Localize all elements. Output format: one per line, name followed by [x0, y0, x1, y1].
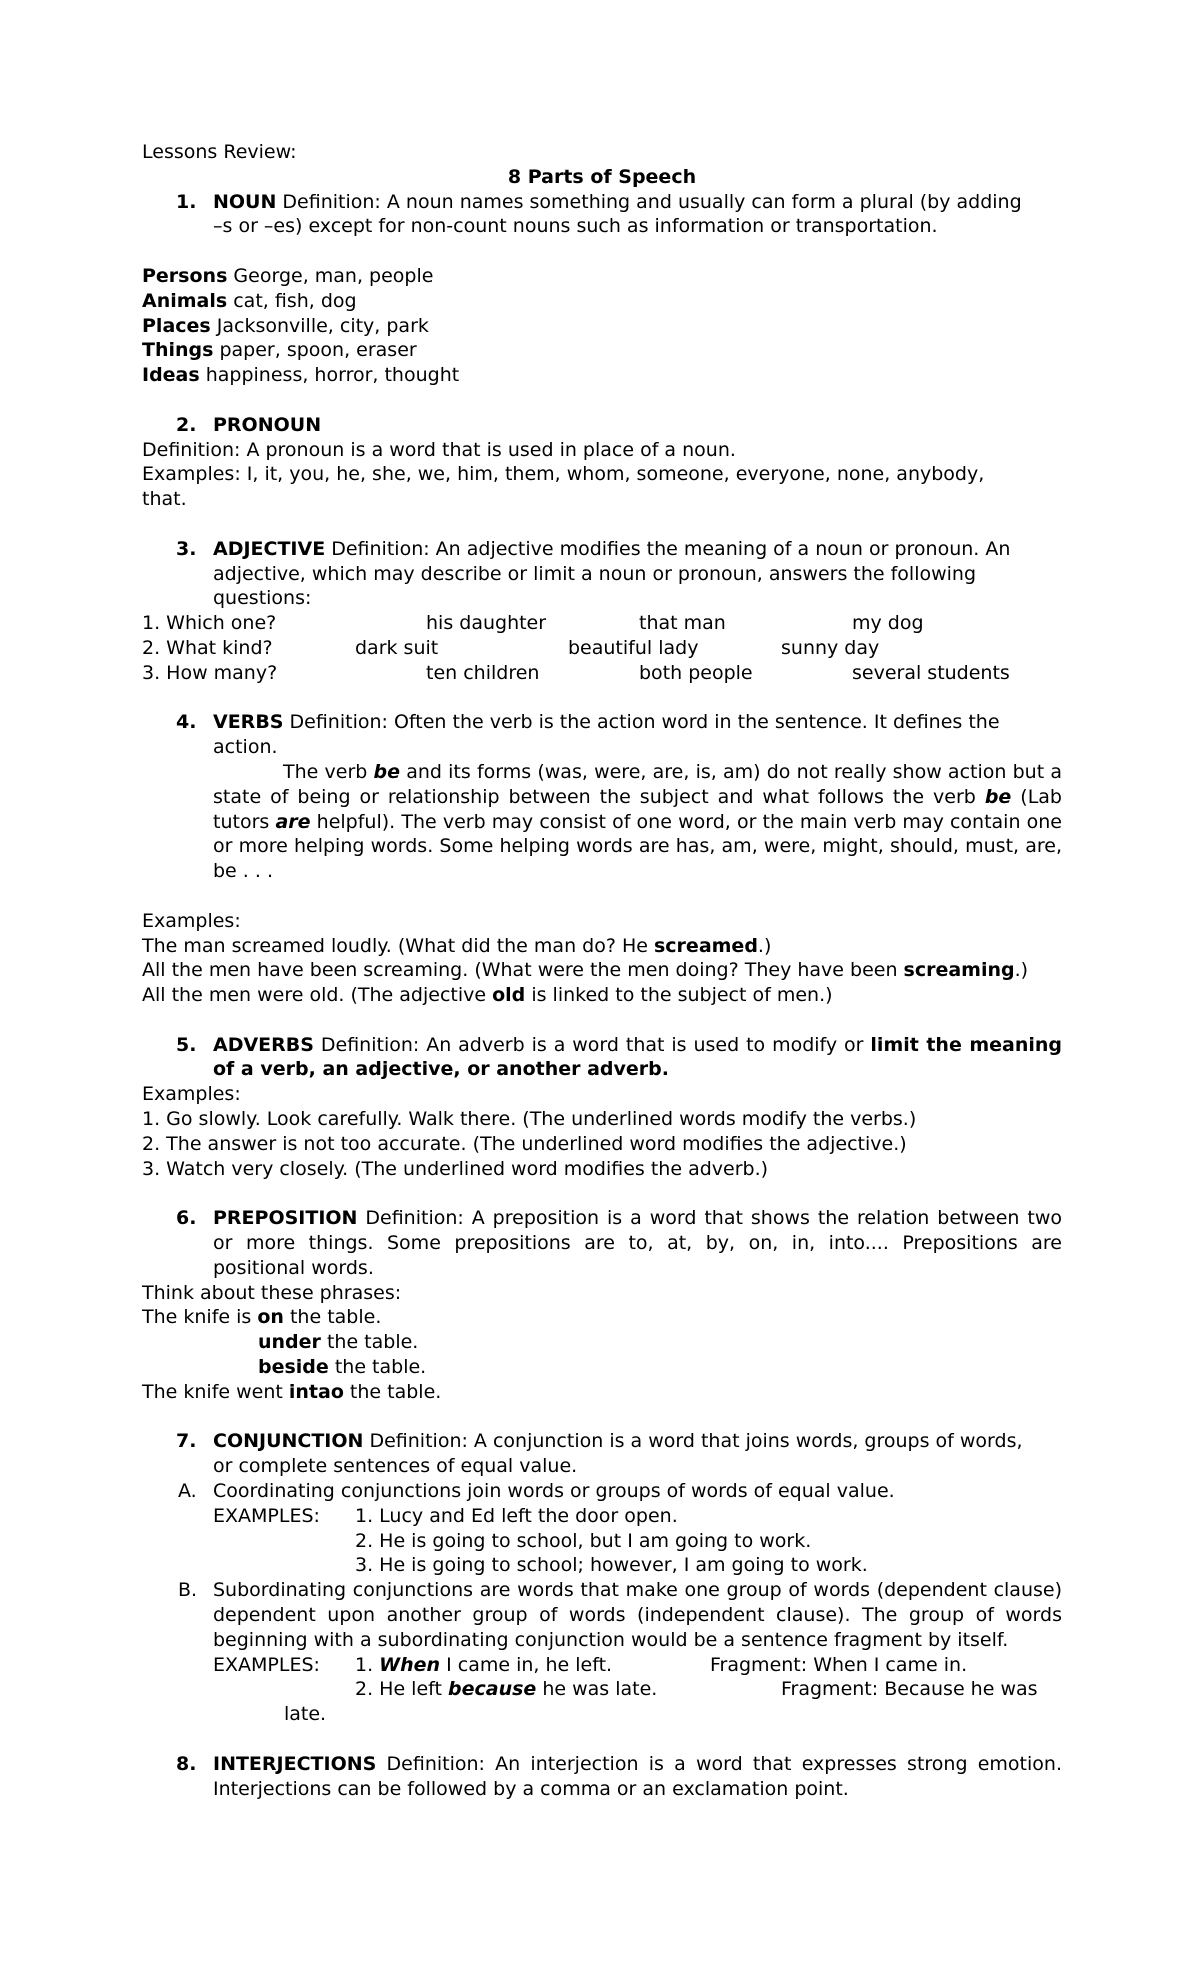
section-term: PREPOSITION: [213, 1207, 358, 1230]
section-term: PRONOUN: [213, 413, 322, 436]
document-page: [142, 140, 1062, 1801]
lessons-review-label: Lessons Review:: [142, 141, 297, 163]
example-line: beside the table.: [258, 1356, 427, 1379]
section-pronoun: 2. PRONOUN Definition: A pronoun is a word that is used in place of a noun. Examples: I, it, you, he, she, we, him, them, whom, someone, everyone, none, anybody, that.: [142, 413, 985, 511]
section-adjective: 3. ADJECTIVE Definition: An adjective modifies the meaning of a noun or pronoun. An adjective, which may describe or limit a noun or pronoun, answers the following questions: 1. Which one? his daughter that man my dog 2. What kind? dark suit beautiful lady sunny day 3. How many? ten children both people several students: [142, 537, 1062, 686]
example-line: under the table.: [258, 1331, 419, 1354]
example-line: All the men were old. (The adjective old is linked to the subject of men.): [142, 984, 833, 1007]
example-line: The knife went intao the table.: [142, 1380, 442, 1403]
list-item: Ideas happiness, horror, thought: [142, 364, 460, 387]
example-line: The knife is on the table.: [142, 1306, 382, 1329]
list-item: A. Coordinating conjunctions join words or groups of words of equal value.: [178, 1480, 895, 1503]
section-verbs: 4. VERBS Definition: Often the verb is the action word in the sentence. It defines the action. The verb be and its forms (was, were, are, is, am) do not really show action but a state of being or relationship between the subject and what follows the verb be (Lab tutors are helpful). The verb may consist of one word, or the main verb may contain one or more helping words. Some helping words are has, am, were, might, should, must, are, be . . . Examples: The man screamed loudly. (What did the man do? He screamed.) All the men have been screaming. (What were the men doing? They have been screaming.) All the men were old. (The adjective old is linked to the subject of men.): [142, 711, 1062, 1007]
example-line: 3. He is going to school; however, I am going to work.: [355, 1554, 868, 1577]
example-line: 2. He is going to school, but I am going to work.: [355, 1529, 812, 1552]
list-item: Animals cat, fish, dog: [142, 289, 357, 312]
section-term: ADJECTIVE: [213, 537, 326, 560]
example-line: All the men have been screaming. (What were the men doing? They have been screaming.): [142, 959, 1029, 982]
section-term: ADVERBS: [213, 1033, 314, 1056]
section-preposition: 6. PREPOSITION Definition: A preposition is a word that shows the relation between two or more things. Some prepositions are to, at, by, on, in, into.... Prepositions are positional words. Think about these phrases: The knife is on the table. under the table. beside the table. The knife went intao the table.: [142, 1207, 1062, 1403]
section-adverbs: 5. ADVERBS Definition: An adverb is a word that is used to modify or limit the meaning of a verb, an adjective, or another adverb. Examples: 1. Go slowly. Look carefully. Walk there. (The underlined words modify the verbs.) 2. The answer is not too accurate. (The underlined word modifies the adjective.) 3. Watch very closely. (The underlined word modifies the adverb.): [142, 1033, 1062, 1180]
example-line: 3. Watch very closely. (The underlined word modifies the adverb.): [142, 1157, 769, 1180]
document-title: 8 Parts of Speech: [507, 165, 697, 188]
section-number: 1.: [176, 190, 197, 213]
verbs-paragraph: The verb be and its forms (was, were, are, is, am) do not really show action but a state of being or relationship between the subject and what follows the verb be (Lab tutors are helpful). The verb may consist of one word, or the main verb may contain one or more helping words. Some helping words are has, am, were, might, should, must, are, be . . .: [213, 760, 1062, 883]
section-term: VERBS: [213, 711, 284, 734]
example-line: The man screamed loudly. (What did the man do? He screamed.): [142, 934, 772, 957]
list-item: Persons George, man, people: [142, 264, 434, 287]
section-term: INTERJECTIONS: [213, 1752, 377, 1775]
section-term: NOUN: [213, 190, 277, 213]
list-item: Places Jacksonville, city, park: [142, 314, 429, 337]
example-line: 1. Go slowly. Look carefully. Walk there. (The underlined words modify the verbs.): [142, 1108, 917, 1131]
example-line: 2. The answer is not too accurate. (The underlined word modifies the adjective.): [142, 1132, 907, 1155]
table-row: 3. How many? ten children both people several students: [142, 661, 1010, 684]
section-interjections: 8. INTERJECTIONS Definition: An interjection is a word that expresses strong emotion. Interjections can be followed by a comma or an exclamation point.: [176, 1752, 1062, 1800]
section-conjunction: 7. CONJUNCTION Definition: A conjunction is a word that joins words, groups of words, or complete sentences of equal value. A. Coordinating conjunctions join words or groups of words of equal value. EXAMPLES: 1. Lucy and Ed left the door open. 2. He is going to school, but I am going to work. 3. He is going to school; however, I am going to work. B. Subordinating conjunctions are words that make one group of words (dependent clause) dependent upon another group of words (independent clause). The group of words beginning with a subordinating conjunction would be a sentence fragment by itself. EXAMPLES: 1. When I came in, he left. Fragment: When I came in. 2. He left because he was late. Fragment: Because he was late.: [142, 1429, 1062, 1727]
example-line: EXAMPLES: 1. When I came in, he left. Fragment: When I came in.: [213, 1653, 968, 1676]
list-item: Things paper, spoon, eraser: [142, 339, 417, 362]
list-item: B. Subordinating conjunctions are words that make one group of words (dependent clause) dependent upon another group of words (independent clause). The group of words beginning with a subordinating conjunction would be a sentence fragment by itself.: [178, 1579, 1062, 1651]
example-line: 2. He left because he was late. Fragment: Because he was: [355, 1678, 1038, 1701]
example-line: EXAMPLES: 1. Lucy and Ed left the door open.: [213, 1504, 678, 1527]
section-term: CONJUNCTION: [213, 1430, 364, 1453]
table-row: 2. What kind? dark suit beautiful lady sunny day: [142, 636, 880, 659]
section-noun: 1. NOUN Definition: A noun names something and usually can form a plural (by adding –s or –es) except for non-count nouns such as information or transportation. Persons George, man, people Animals cat, fish, dog Places Jacksonville, city, park Things paper, spoon, eraser Ideas happiness, horror, thought: [142, 190, 1062, 388]
table-row: 1. Which one? his daughter that man my dog: [142, 612, 924, 635]
